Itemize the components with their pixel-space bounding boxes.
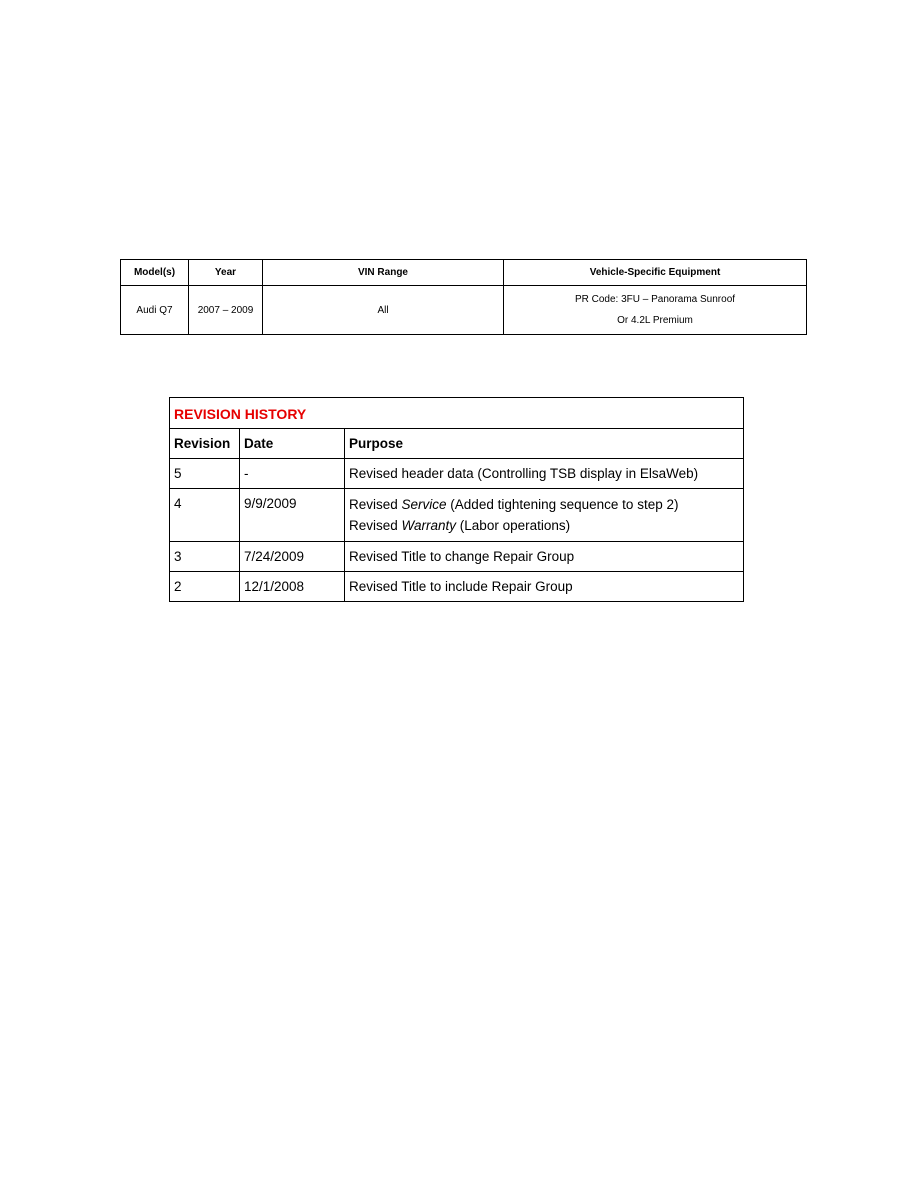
revision-row — [170, 459, 744, 489]
revision-row — [170, 572, 744, 602]
revision-number: 5 — [170, 459, 240, 489]
equipment-line-1: PR Code: 3FU – Panorama Sunroof — [574, 294, 736, 305]
revision-header-row — [170, 429, 744, 459]
revision-purpose: Revised Title to include Repair Group — [345, 572, 744, 602]
revision-row — [170, 542, 744, 572]
cell-vin-range: All — [263, 286, 504, 335]
purpose-line-2 — [349, 515, 739, 536]
revision-date: 9/9/2009 — [240, 489, 345, 542]
vehicle-table-row — [121, 286, 807, 335]
header-vehicle-specific-equipment: Vehicle-Specific Equipment — [504, 260, 807, 286]
cell-year: 2007 – 2009 — [189, 286, 263, 335]
purpose-text: Revised — [349, 497, 402, 512]
revision-purpose: Revised Title to change Repair Group — [345, 542, 744, 572]
vehicle-applicability-table — [120, 259, 807, 335]
purpose-text: (Labor operations) — [456, 518, 571, 533]
revision-date: - — [240, 459, 345, 489]
revision-purpose — [345, 489, 744, 542]
cell-equipment — [504, 286, 807, 335]
header-models: Model(s) — [121, 260, 189, 286]
header-year: Year — [189, 260, 263, 286]
purpose-text: Revised — [349, 518, 402, 533]
revision-number: 2 — [170, 572, 240, 602]
purpose-italic-term: Service — [401, 497, 447, 512]
revision-number: 4 — [170, 489, 240, 542]
revision-history-title: REVISION HISTORY — [170, 398, 744, 429]
header-purpose: Purpose — [345, 429, 744, 459]
revision-purpose: Revised header data (Controlling TSB display in ElsaWeb) — [345, 459, 744, 489]
revision-title-row — [170, 398, 744, 429]
equipment-line-2: Or 4.2L Premium — [617, 315, 693, 326]
purpose-line-1 — [349, 494, 739, 515]
cell-model: Audi Q7 — [121, 286, 189, 335]
vehicle-table-header-row — [121, 260, 807, 286]
purpose-text: (Added tightening sequence to step 2) — [446, 497, 679, 512]
revision-date: 7/24/2009 — [240, 542, 345, 572]
header-vin-range: VIN Range — [263, 260, 504, 286]
purpose-italic-term: Warranty — [401, 518, 457, 533]
header-revision: Revision — [170, 429, 240, 459]
revision-row — [170, 489, 744, 542]
revision-number: 3 — [170, 542, 240, 572]
header-date: Date — [240, 429, 345, 459]
revision-history-table — [169, 397, 744, 602]
revision-date: 12/1/2008 — [240, 572, 345, 602]
